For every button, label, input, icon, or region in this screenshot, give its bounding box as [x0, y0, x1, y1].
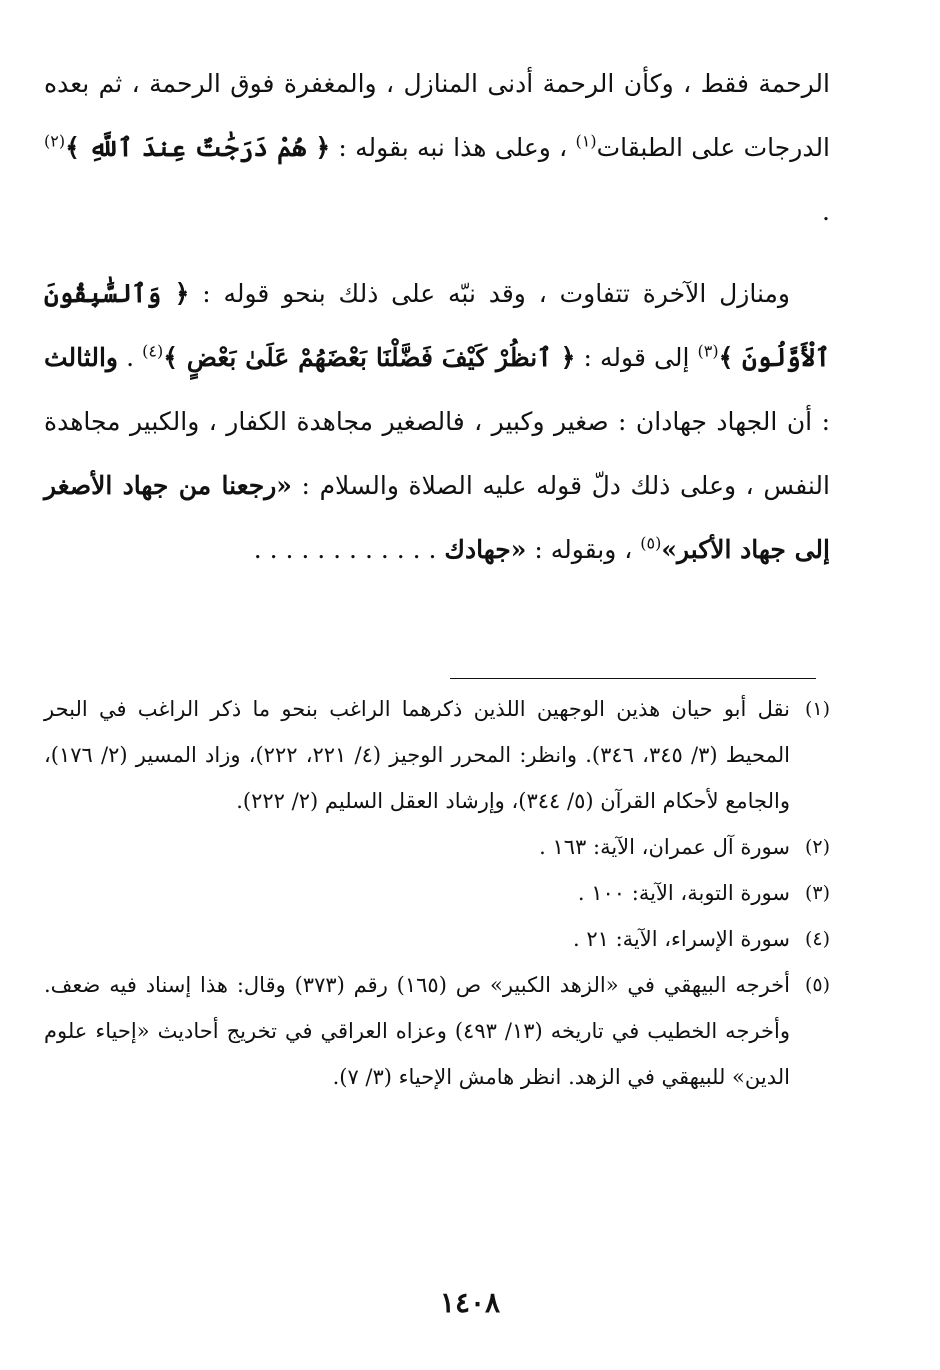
footnote-ref-5[interactable]: (٥): [640, 533, 662, 553]
footnote-number: (٥): [804, 974, 830, 996]
text-run: الرحمة فقط ، وكأن الرحمة أدنى المنازل ، والمغفرة فوق الرحمة ، ثم بعده الدرجات على الطبقات: [44, 69, 831, 162]
footnote-number: (١): [804, 698, 830, 720]
footnote-text: سورة التوبة، الآية: ١٠٠ .: [577, 881, 790, 905]
footnote-text: أخرجه البيهقي في «الزهد الكبير» ص (١٦٥) رقم (٣٧٣) وقال: هذا إسناد فيه ضعف. وأخرجه الخطيب في تاريخه (١٣/ ٤٩٣) وعزاه العراقي في تخريج أحاديث «إحياء علوم الدين» للبيهقي في الزهد. انظر هامش الإحياء (٣/ ٧).: [44, 973, 790, 1089]
footnote-number: (٢): [804, 836, 830, 858]
footnote-number: (٤): [804, 928, 830, 950]
quran-quote-2: ﴿ وَٱلسَّٰبِقُونَ ٱلْأَوَّلُونَ ﴾: [44, 279, 830, 372]
ellipsis-dots: . . . . . . . . . . . .: [253, 535, 445, 564]
footnote-ref-2[interactable]: (٢): [44, 131, 66, 151]
text-run: .: [117, 343, 143, 372]
footnote-4: [44, 916, 830, 962]
main-text: [44, 52, 830, 582]
footnote-2: [44, 824, 830, 870]
footnote-text: سورة الإسراء، الآية: ٢١ .: [572, 927, 790, 951]
text-run: : أن الجهاد جهادان : صغير وكبير ، فالصغير مجاهدة الكفار ، والكبير مجاهدة النفس ، وعلى ذلك دلّ قوله عليه الصلاة والسلام :: [44, 407, 830, 500]
footnote-ref-4[interactable]: (٤): [142, 341, 164, 361]
footnote-3: [44, 870, 830, 916]
paragraph-1: [44, 52, 830, 244]
footnote-number: (٣): [804, 882, 830, 904]
footnote-text: نقل أبو حيان هذين الوجهين اللذين ذكرهما الراغب بنحو ما ذكر الراغب في البحر المحيط (٣/ ٣٤٥، ٣٤٦). وانظر: المحرر الوجيز (٤/ ٢٢١، ٢٢٢)، وزاد المسير (٢/ ١٧٦)، والجامع لأحكام القرآن (٥/ ٣٤٤)، وإرشاد العقل السليم (٢/ ٢٢٢).: [44, 697, 790, 813]
quran-quote-3: ﴿ ٱنظُرْ كَيْفَ فَضَّلْنَا بَعْضَهُمْ عَلَىٰ بَعْضٍ ﴾: [163, 343, 576, 372]
text-run: ومنازل الآخرة تتفاوت ، وقد نبّه على ذلك بنحو قوله :: [189, 279, 790, 308]
text-run: ، وبقوله :: [526, 535, 641, 564]
hadith-quote: «رجعنا من جهاد الأصغر إلى جهاد الأكبر»: [44, 471, 830, 564]
footnote-ref-1[interactable]: (١): [575, 131, 597, 151]
text-run: إلى قوله :: [575, 343, 698, 372]
footnote-text: سورة آل عمران، الآية: ١٦٣ .: [539, 835, 790, 859]
point-heading-third: والثالث: [44, 343, 118, 372]
footnote-divider: [450, 678, 816, 679]
paragraph-2: [44, 262, 830, 582]
text-run: ، وعلى هذا نبه بقوله :: [330, 133, 576, 162]
footnote-1: [44, 686, 830, 824]
footnotes-section: [44, 686, 830, 1100]
page-number: ١٤٠٨: [439, 1286, 501, 1319]
text-run: .: [822, 197, 830, 226]
quran-quote-1: ﴿ هُمْ دَرَجَٰتٌ عِندَ ٱللَّهِ ﴾: [65, 133, 331, 162]
hadith-quote-2: «جهادك: [444, 535, 527, 564]
footnote-ref-3[interactable]: (٣): [697, 341, 719, 361]
footnote-5: [44, 962, 830, 1100]
